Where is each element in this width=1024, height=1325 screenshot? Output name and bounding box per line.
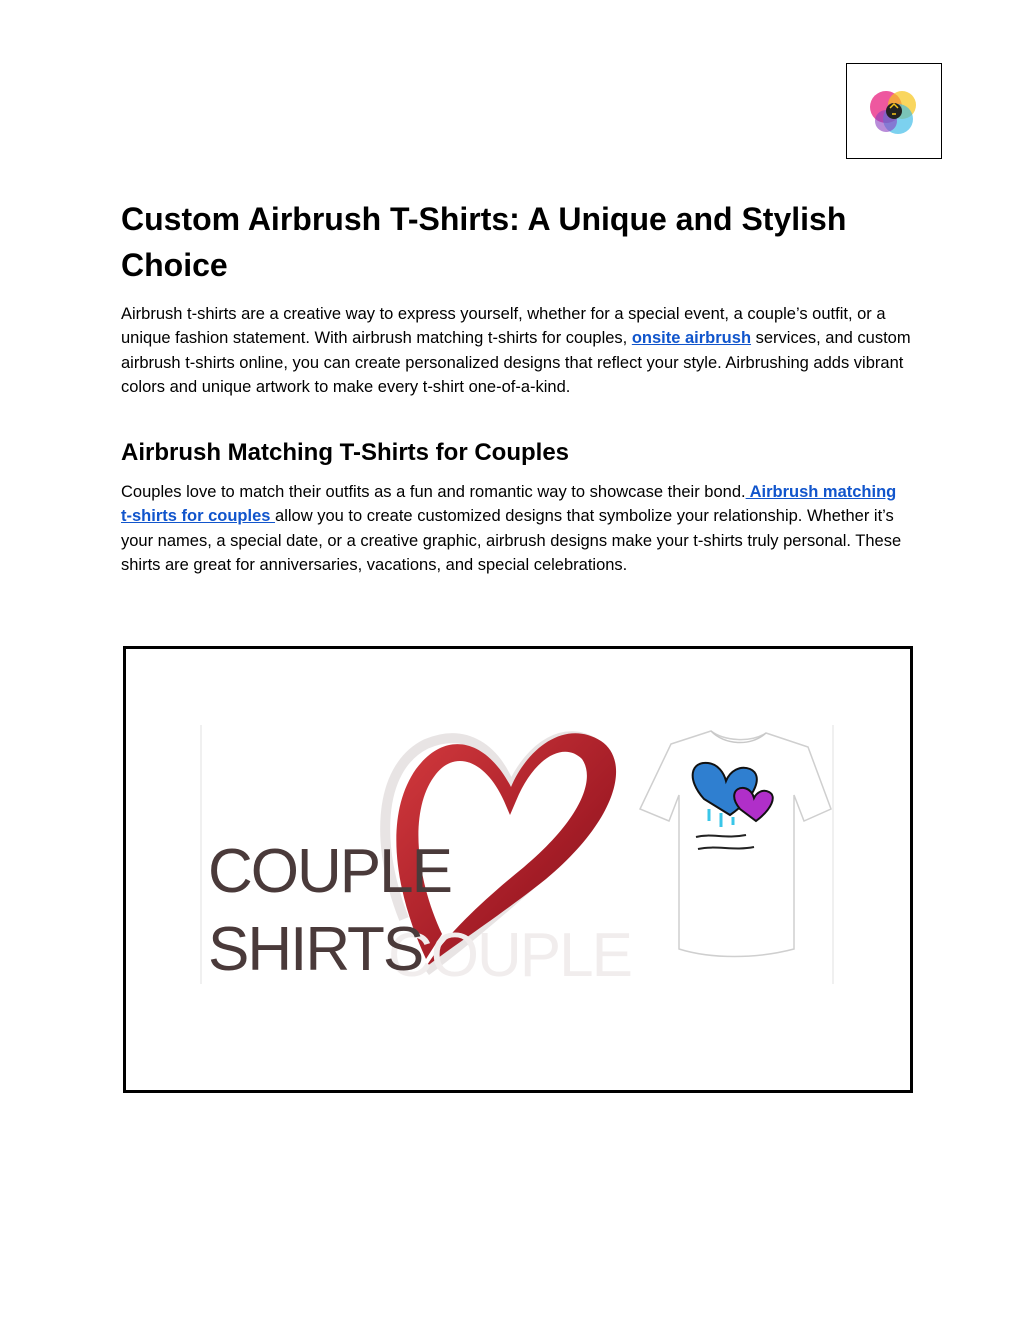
airbrush-splash-logo-icon — [864, 81, 924, 141]
couple-shirts-image — [123, 646, 913, 1093]
tshirt-shape — [640, 731, 831, 957]
ghost-couple-text: COUPLE — [388, 921, 631, 990]
article — [121, 196, 911, 577]
intro-text-after-link: services, and custom airbrush t-shirts online, you can create personalized designs that reflect your style. Airbrushing adds vibrant colors and unique artwork to make every t-shirt one-of-a-kind. — [121, 329, 911, 396]
logo-box — [846, 63, 942, 159]
couple-text: COUPLE — [208, 837, 451, 906]
page-title: Custom Airbrush T-Shirts: A Unique and Stylish Choice — [121, 201, 847, 283]
couples-paragraph — [121, 480, 911, 577]
couples-text-before-link: Couples love to match their outfits as a fun and romantic way to showcase their bond. — [121, 483, 746, 502]
couples-text-after-link: allow you to create customized designs that symbolize your relationship. Whether it’s your names, a special date, or a creative graphic, airbrush designs make your t-shirts truly personal. These shirts are great for anniversaries, vacations, and special celebrations. — [121, 507, 902, 575]
section-heading-couples: Airbrush Matching T-Shirts for Couples — [121, 439, 570, 467]
intro-paragraph — [121, 302, 911, 399]
matching-tshirts-link[interactable]: Airbrush matching t-shirts for couples — [121, 483, 897, 526]
shirts-text: SHIRTS — [208, 915, 423, 984]
onsite-airbrush-link[interactable]: onsite airbrush — [631, 329, 752, 348]
intro-text-before-link: Airbrush t-shirts are a creative way to express yourself, whether for a special event, a couple’s outfit, or a unique fashion statement. With airbrush matching t-shirts for couples, — [121, 305, 886, 348]
